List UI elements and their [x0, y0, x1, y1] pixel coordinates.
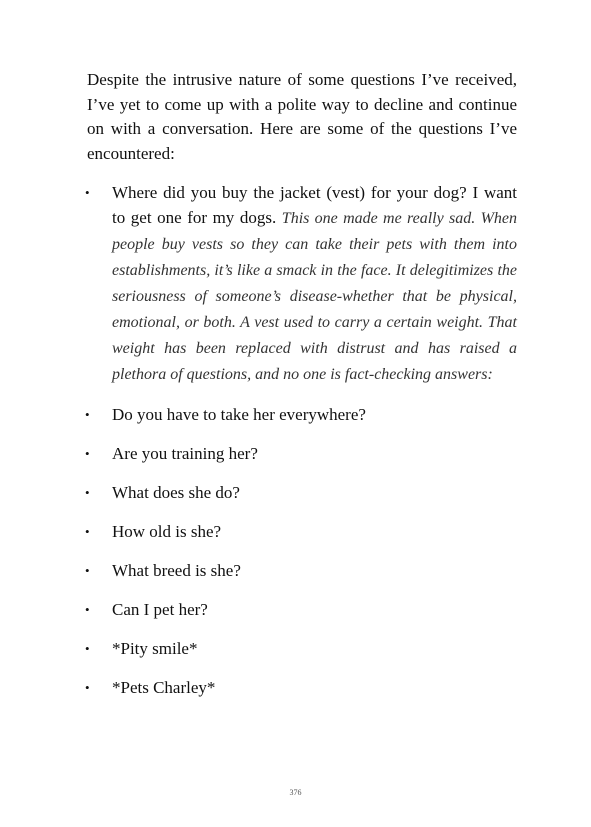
- bullet-icon: •: [85, 185, 90, 200]
- question-text: *Pets Charley*: [112, 678, 216, 697]
- bullet-icon: •: [85, 602, 90, 617]
- bullet-icon: •: [85, 407, 90, 422]
- question-text: What breed is she?: [112, 561, 241, 580]
- first-question: Where did you buy the jacket (vest) for your dog? I want to get one for my dogs.: [112, 183, 517, 227]
- page-number: 376: [289, 788, 302, 797]
- list-item: [85, 636, 517, 661]
- intro-paragraph: Despite the intrusive nature of some questions I’ve received, I’ve yet to come up with a polite way to decline and continue on with a conversation. Here are some of the questions I’ve encountered:: [87, 70, 517, 163]
- list-item: [85, 402, 517, 427]
- questions-list: [85, 180, 517, 714]
- question-text: What does she do?: [112, 483, 240, 502]
- list-item: [85, 519, 517, 544]
- bullet-icon: •: [85, 680, 90, 695]
- question-text: How old is she?: [112, 522, 222, 541]
- question-text: Can I pet her?: [112, 600, 208, 619]
- first-commentary: This one made me really sad. When people buy vests so they can take their pets with them into establishments, it’s like a smack in the face. It delegitimizes the seriousness of someone’s disease-whether that be physical, emotional, or both. A vest used to carry a certain weight. That weight has been replaced with distrust and has raised a plethora of questions, and no one is fact-checking answers:: [112, 210, 518, 383]
- list-item: [85, 441, 517, 466]
- question-text: *Pity smile*: [112, 639, 198, 658]
- list-item: [85, 180, 517, 387]
- bullet-icon: •: [85, 446, 90, 461]
- list-item: [85, 597, 517, 622]
- list-item: [85, 558, 517, 583]
- question-text: Are you training her?: [112, 444, 258, 463]
- bullet-icon: •: [85, 563, 90, 578]
- bullet-icon: •: [85, 485, 90, 500]
- first-item-text: [112, 180, 517, 387]
- list-item: [85, 675, 517, 700]
- bullet-icon: •: [85, 641, 90, 656]
- question-text: Do you have to take her everywhere?: [112, 405, 366, 424]
- list-item: [85, 480, 517, 505]
- bullet-icon: •: [85, 524, 90, 539]
